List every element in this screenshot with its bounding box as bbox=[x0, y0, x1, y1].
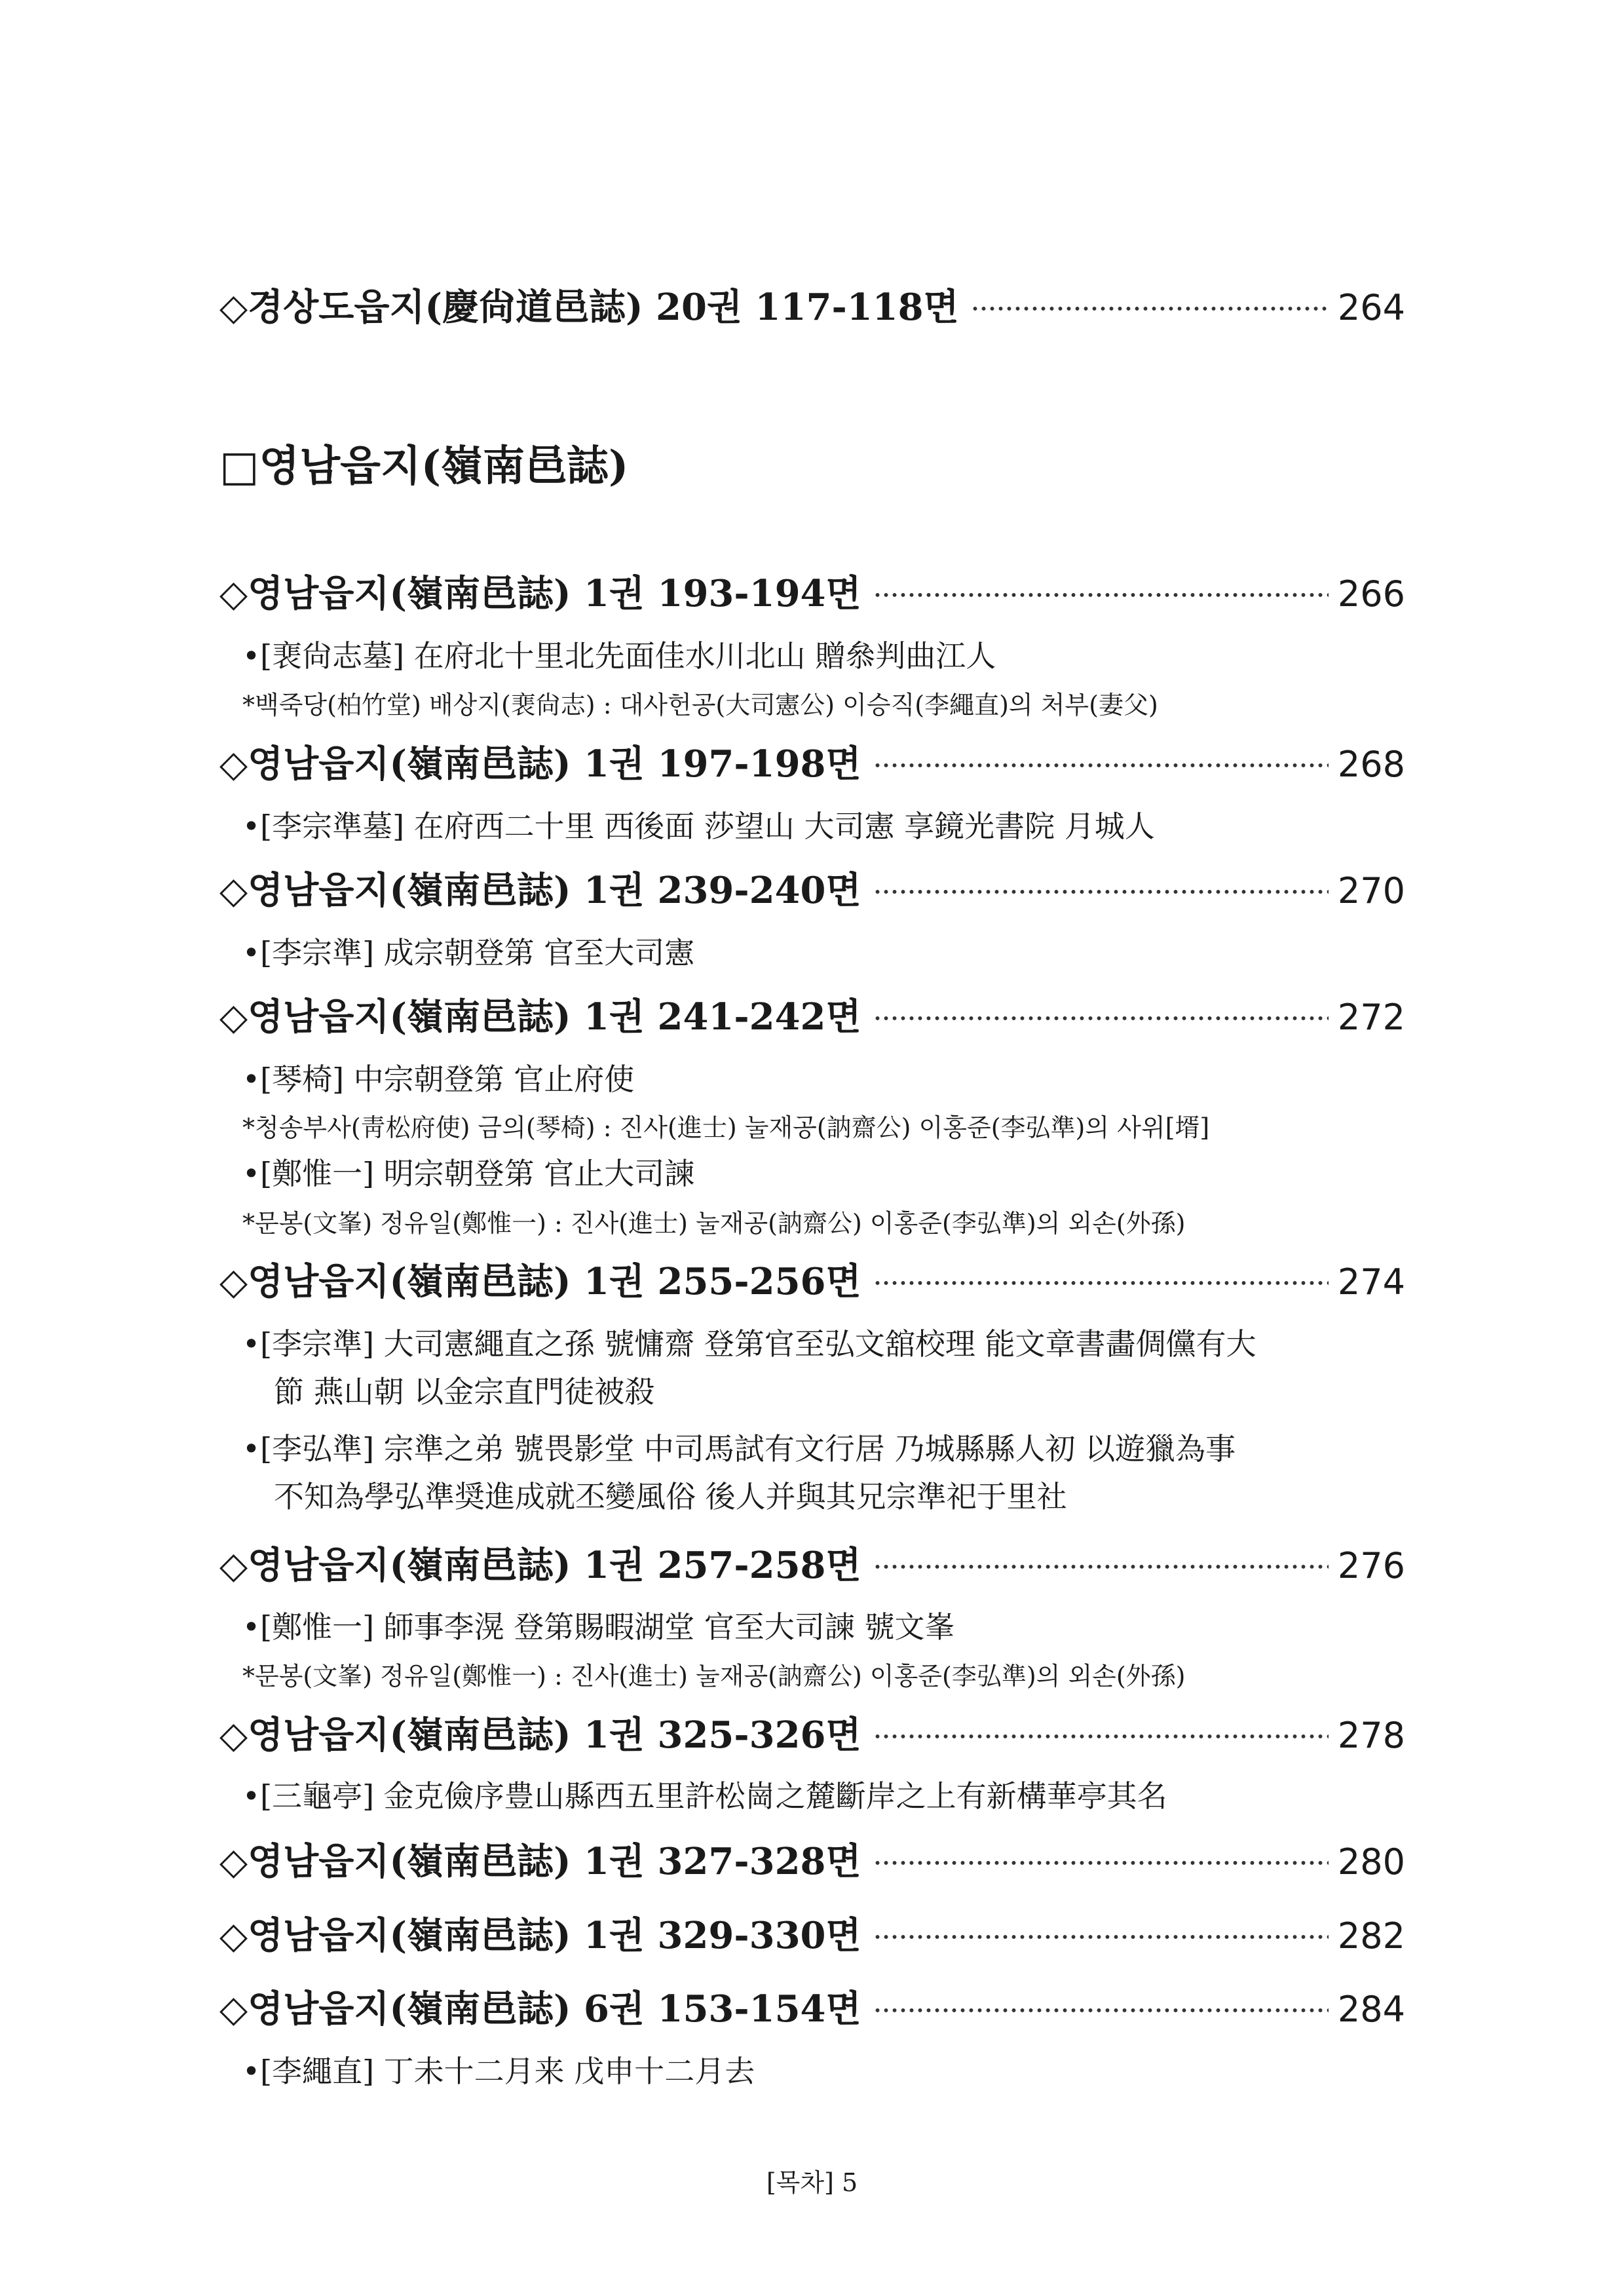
bullet-line: •[李宗準] 成宗朝登第 官至大司憲 bbox=[242, 935, 695, 970]
leader-dots bbox=[873, 887, 1329, 897]
toc-entry-label: ◇영남읍지(嶺南邑誌) 1권 257-258면 bbox=[219, 1544, 861, 1587]
bullet-line: •[鄭惟一] 明宗朝登第 官止大司諫 bbox=[242, 1156, 695, 1191]
toc-entry-page: 276 bbox=[1337, 1545, 1405, 1586]
toc-entry[interactable] bbox=[219, 565, 1405, 617]
note-line: *문봉(文峯) 정유일(鄭惟一) : 진사(進士) 눌재공(訥齋公) 이홍준(李弘準)의 외손(外孫) bbox=[242, 1209, 1186, 1238]
toc-entry-label: ◇경상도읍지(慶尙道邑誌) 20권 117-118면 bbox=[219, 286, 959, 329]
section-title: □영남읍지(嶺南邑誌) bbox=[219, 442, 629, 491]
note-line: *백죽당(柏竹堂) 배상지(裵尙志) : 대사헌공(大司憲公) 이승직(李繩直)의 처부(妻父) bbox=[242, 691, 1158, 719]
leader-dots bbox=[873, 1932, 1329, 1942]
bullet-line: •[三龜亭] 金克儉序豊山縣西五里許松崗之麓斷岸之上有新構華亭其名 bbox=[242, 1778, 1167, 1814]
toc-entry-label: ◇영남읍지(嶺南邑誌) 1권 255-256면 bbox=[219, 1260, 861, 1303]
toc-entry-page: 268 bbox=[1337, 744, 1405, 785]
toc-entry-label: ◇영남읍지(嶺南邑誌) 1권 241-242면 bbox=[219, 995, 861, 1039]
toc-entry[interactable] bbox=[219, 1537, 1405, 1589]
leader-dots bbox=[873, 2005, 1329, 2016]
toc-entry[interactable] bbox=[219, 988, 1405, 1041]
bullet-line: •[李繩直] 丁未十二月来 戊申十二月去 bbox=[242, 2054, 755, 2089]
toc-entry-page: 266 bbox=[1337, 573, 1405, 615]
toc-entry[interactable] bbox=[219, 1907, 1405, 1959]
toc-entry-page: 280 bbox=[1337, 1841, 1405, 1883]
leader-dots bbox=[873, 1561, 1329, 1572]
leader-dots bbox=[873, 760, 1329, 771]
toc-entry-page: 264 bbox=[1337, 287, 1405, 328]
continuation-line: 節 燕山朝 以金宗直門徒被殺 bbox=[274, 1374, 655, 1409]
toc-entry[interactable] bbox=[219, 862, 1405, 914]
toc-entry-label: ◇영남읍지(嶺南邑誌) 1권 197-198면 bbox=[219, 742, 861, 786]
leader-dots bbox=[873, 1858, 1329, 1868]
leader-dots bbox=[873, 1278, 1329, 1288]
toc-entry[interactable] bbox=[219, 735, 1405, 788]
leader-dots bbox=[873, 590, 1329, 600]
continuation-line: 不知為學弘準奨進成就丕變風俗 後人并與其兄宗準祀于里社 bbox=[274, 1479, 1067, 1514]
toc-entry-page: 282 bbox=[1337, 1915, 1405, 1957]
toc-entry-label: ◇영남읍지(嶺南邑誌) 1권 239-240면 bbox=[219, 869, 861, 912]
toc-entry-label: ◇영남읍지(嶺南邑誌) 1권 193-194면 bbox=[219, 572, 861, 615]
toc-entry-page: 284 bbox=[1337, 1989, 1405, 2030]
toc-entry-label: ◇영남읍지(嶺南邑誌) 1권 325-326면 bbox=[219, 1713, 861, 1757]
bullet-line: •[李宗準] 大司憲繩直之孫 號慵齋 登第官至弘文舘校理 能文章書畵倜儻有大 bbox=[242, 1326, 1256, 1362]
toc-entry-label: ◇영남읍지(嶺南邑誌) 1권 327-328면 bbox=[219, 1840, 861, 1883]
note-line: *문봉(文峯) 정유일(鄭惟一) : 진사(進士) 눌재공(訥齋公) 이홍준(李弘準)의 외손(外孫) bbox=[242, 1662, 1186, 1691]
toc-entry-page: 274 bbox=[1337, 1261, 1405, 1303]
toc-entry[interactable] bbox=[219, 1980, 1405, 2033]
leader-dots bbox=[873, 1731, 1329, 1742]
toc-entry-page: 270 bbox=[1337, 870, 1405, 911]
bullet-line: •[鄭惟一] 師事李滉 登第賜暇湖堂 官至大司諫 號文峯 bbox=[242, 1609, 955, 1645]
toc-entry[interactable] bbox=[219, 1833, 1405, 1885]
toc-entry-label: ◇영남읍지(嶺南邑誌) 1권 329-330면 bbox=[219, 1914, 861, 1957]
bullet-line: •[李宗準墓] 在府西二十里 西後面 莎望山 大司憲 享鏡光書院 月城人 bbox=[242, 809, 1155, 844]
bullet-line: •[李弘準] 宗準之弟 號畏影堂 中司馬試有文行居 乃城縣縣人初 以遊獵為事 bbox=[242, 1431, 1236, 1466]
toc-entry-page: 272 bbox=[1337, 997, 1405, 1038]
toc-entry[interactable] bbox=[219, 1706, 1405, 1759]
bullet-line: •[裵尙志墓] 在府北十里北先面佳水川北山 贈叅判曲江人 bbox=[242, 638, 996, 674]
leader-dots bbox=[971, 303, 1329, 314]
toc-entry[interactable] bbox=[219, 278, 1405, 331]
note-line: *청송부사(靑松府使) 금의(琴椅) : 진사(進士) 눌재공(訥齋公) 이홍준(李弘準)의 사위[壻] bbox=[242, 1113, 1210, 1142]
toc-entry-label: ◇영남읍지(嶺南邑誌) 6권 153-154면 bbox=[219, 1987, 861, 2031]
bullet-line: •[琴椅] 中宗朝登第 官止府使 bbox=[242, 1062, 635, 1097]
leader-dots bbox=[873, 1013, 1329, 1024]
page-footer: [목차] 5 bbox=[766, 2168, 858, 2197]
toc-entry[interactable] bbox=[219, 1253, 1405, 1305]
toc-entry-page: 278 bbox=[1337, 1715, 1405, 1756]
